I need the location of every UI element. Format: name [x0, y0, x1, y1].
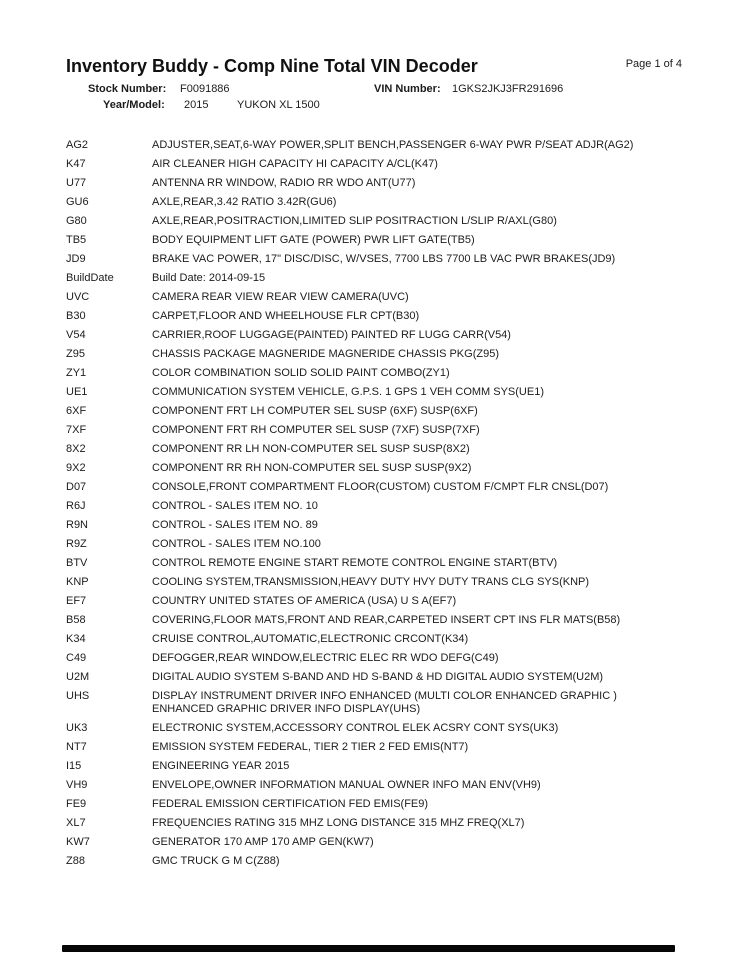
option-code: 6XF	[66, 405, 87, 417]
option-code: UHS	[66, 690, 90, 702]
option-code: UVC	[66, 291, 90, 303]
option-row	[66, 722, 682, 735]
option-description: DIGITAL AUDIO SYSTEM S-BAND AND HD S-BAND & HD DIGITAL AUDIO SYSTEM(U2M)	[152, 671, 604, 683]
option-row	[66, 779, 682, 792]
option-description: BRAKE VAC POWER, 17" DISC/DISC, W/VSES, 7700 LBS 7700 LB VAC PWR BRAKES(JD9)	[152, 253, 616, 265]
option-row	[66, 836, 682, 849]
option-row	[66, 177, 682, 190]
option-row	[66, 405, 682, 418]
option-description: AIR CLEANER HIGH CAPACITY HI CAPACITY A/CL(K47)	[152, 158, 438, 170]
option-code: U2M	[66, 671, 90, 683]
option-row	[66, 741, 682, 754]
option-code: I15	[66, 760, 82, 772]
option-code: AG2	[66, 139, 89, 151]
option-code: R9N	[66, 519, 89, 531]
option-row	[66, 139, 682, 152]
vin-number-value: 1GKS2JKJ3FR291696	[452, 83, 564, 95]
option-description: COOLING SYSTEM,TRANSMISSION,HEAVY DUTY HVY DUTY TRANS CLG SYS(KNP)	[152, 576, 590, 588]
option-description: COLOR COMBINATION SOLID SOLID PAINT COMBO(ZY1)	[152, 367, 450, 379]
option-code: VH9	[66, 779, 88, 791]
option-description: DEFOGGER,REAR WINDOW,ELECTRIC ELEC RR WDO DEFG(C49)	[152, 652, 499, 664]
option-description: ENGINEERING YEAR 2015	[152, 760, 290, 772]
option-description: Build Date: 2014-09-15	[152, 272, 266, 284]
option-description: CARPET,FLOOR AND WHEELHOUSE FLR CPT(B30)	[152, 310, 420, 322]
option-description: FEDERAL EMISSION CERTIFICATION FED EMIS(FE9)	[152, 798, 429, 810]
option-row	[66, 500, 682, 513]
option-description: COMPONENT FRT RH COMPUTER SEL SUSP (7XF) SUSP(7XF)	[152, 424, 480, 436]
option-code: R6J	[66, 500, 86, 512]
option-row	[66, 652, 682, 665]
option-row	[66, 291, 682, 304]
options-list	[66, 139, 682, 868]
header-line-2	[66, 99, 682, 115]
option-row	[66, 481, 682, 494]
option-code: EF7	[66, 595, 87, 607]
option-description: CRUISE CONTROL,AUTOMATIC,ELECTRONIC CRCONT(K34)	[152, 633, 469, 645]
option-code: G80	[66, 215, 87, 227]
option-code: K34	[66, 633, 86, 645]
option-code: 7XF	[66, 424, 87, 436]
option-row	[66, 690, 682, 716]
option-row	[66, 595, 682, 608]
option-code: NT7	[66, 741, 87, 753]
header-line-1	[66, 83, 682, 99]
option-description: COMPONENT FRT LH COMPUTER SEL SUSP (6XF) SUSP(6XF)	[152, 405, 478, 417]
option-code: ZY1	[66, 367, 87, 379]
option-row	[66, 443, 682, 456]
option-description: COMPONENT RR RH NON-COMPUTER SEL SUSP SUSP(9X2)	[152, 462, 472, 474]
option-description: GENERATOR 170 AMP 170 AMP GEN(KW7)	[152, 836, 374, 848]
option-code: FE9	[66, 798, 87, 810]
option-row	[66, 367, 682, 380]
option-row	[66, 272, 682, 285]
option-code: BTV	[66, 557, 88, 569]
option-code: GU6	[66, 196, 89, 208]
option-description: ANTENNA RR WINDOW, RADIO RR WDO ANT(U77)	[152, 177, 416, 189]
option-row	[66, 462, 682, 475]
page-title: Inventory Buddy - Comp Nine Total VIN Decoder	[66, 56, 478, 76]
option-row	[66, 557, 682, 570]
option-row	[66, 158, 682, 171]
option-code: JD9	[66, 253, 86, 265]
model-value: YUKON XL 1500	[237, 99, 320, 111]
option-code: K47	[66, 158, 86, 170]
year-value: 2015	[184, 99, 209, 111]
option-description: CONSOLE,FRONT COMPARTMENT FLOOR(CUSTOM) CUSTOM F/CMPT FLR CNSL(D07)	[152, 481, 609, 493]
option-row	[66, 671, 682, 684]
vin-number-label: VIN Number:	[374, 83, 441, 95]
option-row	[66, 855, 682, 868]
option-description: CONTROL - SALES ITEM NO. 10	[152, 500, 318, 512]
option-row	[66, 576, 682, 589]
stock-number-value: F0091886	[180, 83, 230, 95]
option-row	[66, 798, 682, 811]
option-row	[66, 519, 682, 532]
option-description: CHASSIS PACKAGE MAGNERIDE MAGNERIDE CHASSIS PKG(Z95)	[152, 348, 499, 360]
option-description: CONTROL REMOTE ENGINE START REMOTE CONTROL ENGINE START(BTV)	[152, 557, 558, 569]
stock-number-label: Stock Number:	[88, 83, 167, 95]
option-description: EMISSION SYSTEM FEDERAL, TIER 2 TIER 2 FED EMIS(NT7)	[152, 741, 469, 753]
option-description: CAMERA REAR VIEW REAR VIEW CAMERA(UVC)	[152, 291, 409, 303]
option-description: CONTROL - SALES ITEM NO. 89	[152, 519, 318, 531]
option-description: ENVELOPE,OWNER INFORMATION MANUAL OWNER INFO MAN ENV(VH9)	[152, 779, 541, 791]
option-row	[66, 329, 682, 342]
option-code: KNP	[66, 576, 89, 588]
option-description: CARRIER,ROOF LUGGAGE(PAINTED) PAINTED RF LUGG CARR(V54)	[152, 329, 511, 341]
option-row	[66, 817, 682, 830]
option-row	[66, 215, 682, 228]
option-description: AXLE,REAR,POSITRACTION,LIMITED SLIP POSITRACTION L/SLIP R/AXL(G80)	[152, 215, 557, 227]
option-code: 9X2	[66, 462, 86, 474]
option-row	[66, 196, 682, 209]
option-code: C49	[66, 652, 87, 664]
option-description: ADJUSTER,SEAT,6-WAY POWER,SPLIT BENCH,PASSENGER 6-WAY PWR P/SEAT ADJR(AG2)	[152, 139, 634, 151]
option-row	[66, 424, 682, 437]
option-code: D07	[66, 481, 87, 493]
option-description: BODY EQUIPMENT LIFT GATE (POWER) PWR LIFT GATE(TB5)	[152, 234, 475, 246]
option-description: COMPONENT RR LH NON-COMPUTER SEL SUSP SUSP(8X2)	[152, 443, 470, 455]
option-code: KW7	[66, 836, 90, 848]
option-code: XL7	[66, 817, 86, 829]
option-code: U77	[66, 177, 87, 189]
option-description: AXLE,REAR,3.42 RATIO 3.42R(GU6)	[152, 196, 337, 208]
option-description: COUNTRY UNITED STATES OF AMERICA (USA) U S A(EF7)	[152, 595, 457, 607]
option-row	[66, 614, 682, 627]
scan-artifact-bar	[62, 945, 675, 952]
option-row	[66, 234, 682, 247]
option-row	[66, 310, 682, 323]
option-code: B58	[66, 614, 86, 626]
option-code: B30	[66, 310, 86, 322]
option-row	[66, 386, 682, 399]
option-row	[66, 538, 682, 551]
year-model-label: Year/Model:	[103, 99, 165, 111]
option-code: UE1	[66, 386, 88, 398]
option-code: V54	[66, 329, 86, 341]
option-code: TB5	[66, 234, 87, 246]
option-row	[66, 348, 682, 361]
option-description: FREQUENCIES RATING 315 MHZ LONG DISTANCE 315 MHZ FREQ(XL7)	[152, 817, 525, 829]
page-indicator: Page 1 of 4	[625, 58, 682, 70]
option-row	[66, 633, 682, 646]
option-code: UK3	[66, 722, 88, 734]
option-description: CONTROL - SALES ITEM NO.100	[152, 538, 321, 550]
option-row	[66, 253, 682, 266]
option-code: Z88	[66, 855, 85, 867]
header-info	[66, 83, 682, 115]
option-code: 8X2	[66, 443, 86, 455]
option-description: GMC TRUCK G M C(Z88)	[152, 855, 280, 867]
option-code: Z95	[66, 348, 85, 360]
option-description: COMMUNICATION SYSTEM VEHICLE, G.P.S. 1 GPS 1 VEH COMM SYS(UE1)	[152, 386, 544, 398]
option-description: ELECTRONIC SYSTEM,ACCESSORY CONTROL ELEK ACSRY CONT SYS(UK3)	[152, 722, 559, 734]
option-code: BuildDate	[66, 272, 114, 284]
option-description: COVERING,FLOOR MATS,FRONT AND REAR,CARPETED INSERT CPT INS FLR MATS(B58)	[152, 614, 621, 626]
title-row	[66, 56, 682, 77]
option-row	[66, 760, 682, 773]
option-code: R9Z	[66, 538, 87, 550]
option-description: DISPLAY INSTRUMENT DRIVER INFO ENHANCED (MULTI COLOR ENHANCED GRAPHIC ) ENHANCED GRAPHIC DRIVER INFO DISPLAY(UHS)	[152, 690, 617, 715]
